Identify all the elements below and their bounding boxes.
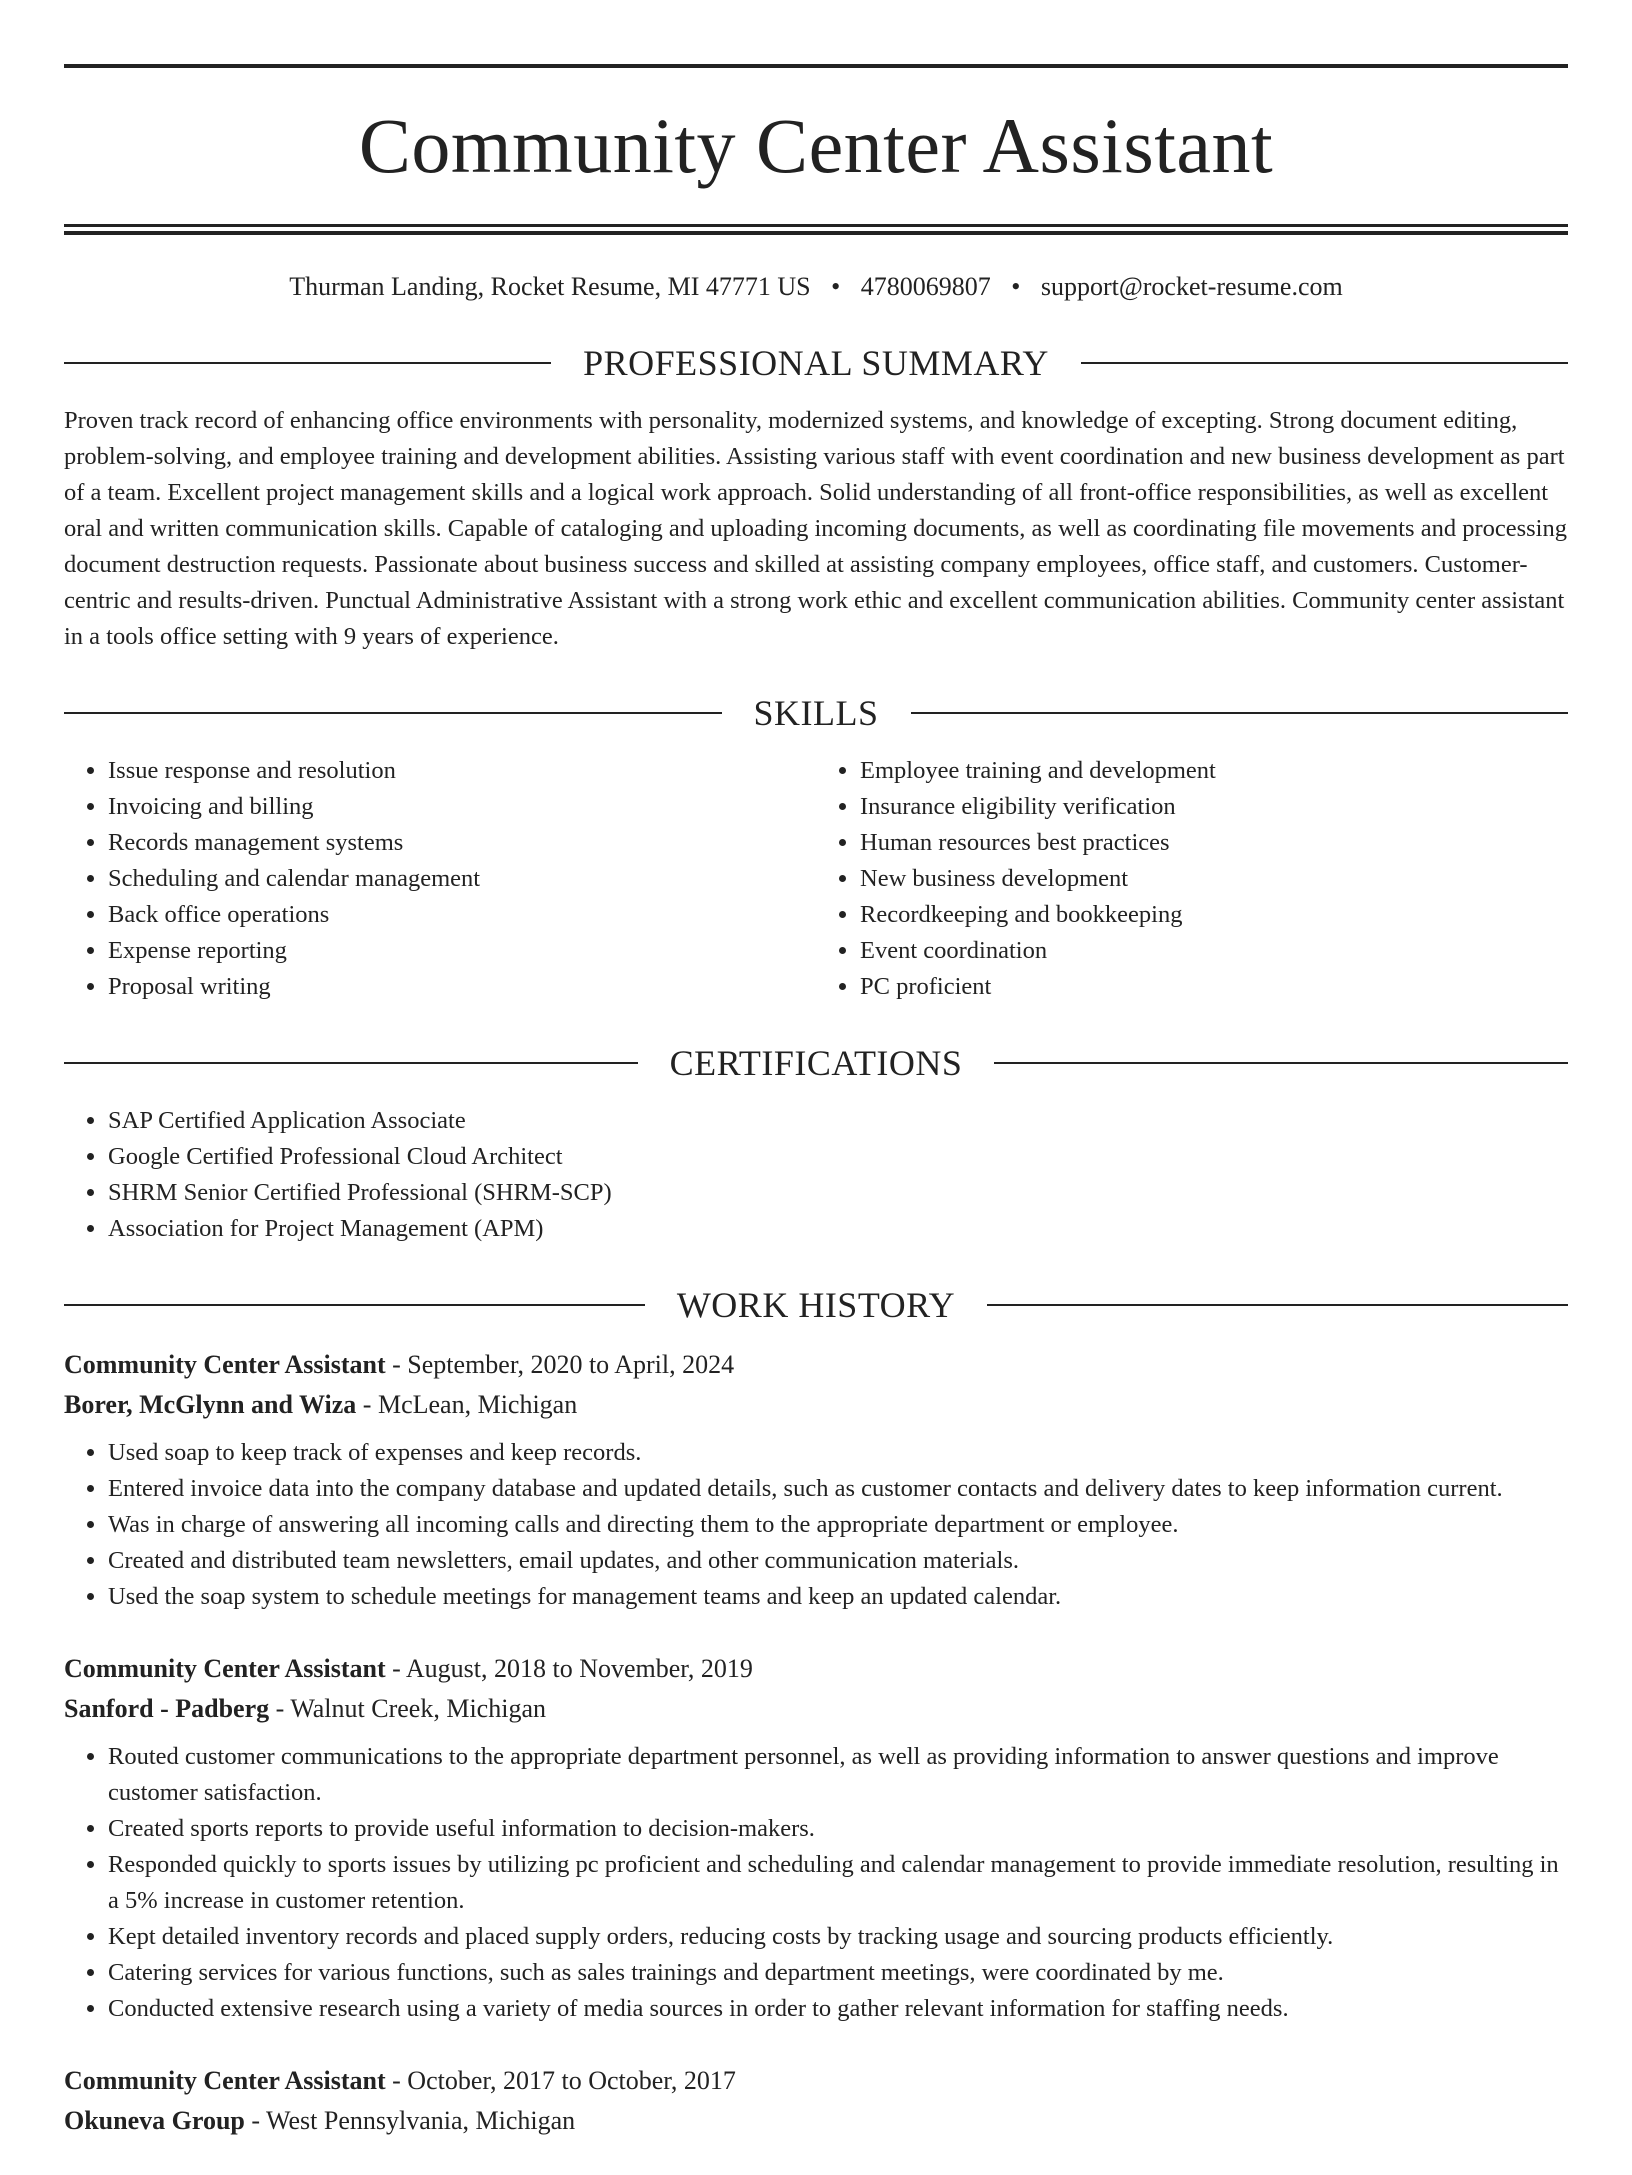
resume-page [64,64,1568,2175]
job-entry [64,2061,1568,2141]
summary-heading: PROFESSIONAL SUMMARY [583,343,1049,383]
skill-item: • PC proficient [860,969,1568,1005]
contact-line [64,269,1568,305]
job-duty-item: • Kept detailed inventory records and placed supply orders, reducing costs by tracking usage and sourcing products efficiently. [108,1919,1568,1955]
contact-separator: • [831,272,841,301]
contact-phone[interactable]: 4780069807 [860,272,991,301]
job-title-line [64,2061,1568,2101]
job-dates: - August, 2018 to November, 2019 [385,1654,753,1683]
section-rule-right [994,1062,1568,1064]
skill-item: • New business development [860,861,1568,897]
work-section-header [64,1283,1568,1327]
section-rule-left [64,1062,638,1064]
job-duty-item: • Created and distributed team newsletters, email updates, and other communication materials. [108,1543,1568,1579]
job-dates: - October, 2017 to October, 2017 [385,2066,736,2095]
job-company: Sanford - Padberg [64,1694,270,1723]
skills-heading: SKILLS [753,693,879,733]
title-double-rule [64,224,1568,235]
summary-text: Proven track record of enhancing office environments with personality, modernized systems, and knowledge of excepting. Strong document editing, problem-solving, and employee training and development abilities. Assisting various staff with event coordination and new business development as part of a team. Excellent project management skills and a logical work approach. Solid understanding of all front-office responsibilities, as well as excellent oral and written communication skills. Capable of cataloging and uploading incoming documents, as well as coordinating file movements and processing document destruction requests. Passionate about business success and skilled at assisting company employees, office staff, and customers. Customer-centric and results-driven. Punctual Administrative Assistant with a strong work ethic and excellent communication abilities. Community center assistant in a tools office setting with 9 years of experience. [64,407,1567,650]
job-title: Community Center Assistant [64,1350,386,1379]
certification-item: • SAP Certified Application Associate [108,1103,1568,1139]
job-company-line [64,2101,1568,2141]
job-duty-item: • Entered invoice data into the company database and updated details, such as customer contacts and delivery dates to keep information current. [108,1471,1568,1507]
certification-item: • Google Certified Professional Cloud Architect [108,1139,1568,1175]
skill-item: • Event coordination [860,933,1568,969]
job-location: - West Pennsylvania, Michigan [244,2106,576,2135]
job-duty-item: • Conducted extensive research using a variety of media sources in order to gather relevant information for staffing needs. [108,1991,1568,2027]
job-company-line [64,1385,1568,1425]
section-rule-right [1081,362,1568,364]
job-duty-item: • Routed customer communications to the appropriate department personnel, as well as providing information to answer questions and improve customer satisfaction. [108,1739,1568,1811]
job-company: Okuneva Group [64,2106,245,2135]
certifications-section-header [64,1041,1568,1085]
summary-section-header [64,341,1568,385]
certifications-list [64,1103,1568,1247]
contact-email[interactable]: support@rocket-resume.com [1040,272,1343,301]
job-title: Community Center Assistant [64,2066,386,2095]
top-rule [64,64,1568,68]
skills-section-header [64,691,1568,735]
work-heading: WORK HISTORY [676,1285,956,1325]
job-title-line [64,1649,1568,1689]
job-duties-list [64,1739,1568,2027]
skill-item: • Human resources best practices [860,825,1568,861]
skills-columns [64,753,1568,1005]
job-duty-item: • Responded quickly to sports issues by utilizing pc proficient and scheduling and calendar management to provide immediate resolution, resulting in a 5% increase in customer retention. [108,1847,1568,1919]
skill-item: • Employee training and development [860,753,1568,789]
contact-separator: • [1011,272,1021,301]
job-entry [64,1649,1568,2027]
job-entry [64,1345,1568,1615]
job-company-line [64,1689,1568,1729]
skill-item: • Back office operations [108,897,816,933]
job-location: - Walnut Creek, Michigan [269,1694,546,1723]
job-duties-list [64,1435,1568,1615]
job-duty-item: • Used soap to keep track of expenses and keep records. [108,1435,1568,1471]
resume-title: Community Center Assistant [358,102,1274,189]
skill-item: • Recordkeeping and bookkeeping [860,897,1568,933]
contact-address: Thurman Landing, Rocket Resume, MI 47771 US [289,272,811,301]
skill-item: • Proposal writing [108,969,816,1005]
skill-item: • Expense reporting [108,933,816,969]
job-company: Borer, McGlynn and Wiza [64,1390,357,1419]
section-rule-right [987,1304,1568,1306]
certifications-heading: CERTIFICATIONS [669,1043,963,1083]
skill-item: • Issue response and resolution [108,753,816,789]
job-duty-item: • Created sports reports to provide useful information to decision-makers. [108,1811,1568,1847]
job-title: Community Center Assistant [64,1654,386,1683]
skill-item: • Records management systems [108,825,816,861]
skills-list-left [64,753,816,1005]
skill-item: • Scheduling and calendar management [108,861,816,897]
job-location: - McLean, Michigan [356,1390,578,1419]
skills-list-right [816,753,1568,1005]
skill-item: • Insurance eligibility verification [860,789,1568,825]
job-duty-item: • Was in charge of answering all incoming calls and directing them to the appropriate department or employee. [108,1507,1568,1543]
section-rule-left [64,1304,645,1306]
certification-item: • Association for Project Management (APM) [108,1211,1568,1247]
job-duty-item: • Used the soap system to schedule meetings for management teams and keep an updated calendar. [108,1579,1568,1615]
job-dates: - September, 2020 to April, 2024 [385,1350,735,1379]
job-title-line [64,1345,1568,1385]
job-duty-item: • Catering services for various functions, such as sales trainings and department meetings, were coordinated by me. [108,1955,1568,1991]
section-rule-left [64,362,551,364]
section-rule-right [911,712,1569,714]
skill-item: • Invoicing and billing [108,789,816,825]
certification-item: • SHRM Senior Certified Professional (SHRM-SCP) [108,1175,1568,1211]
section-rule-left [64,712,722,714]
